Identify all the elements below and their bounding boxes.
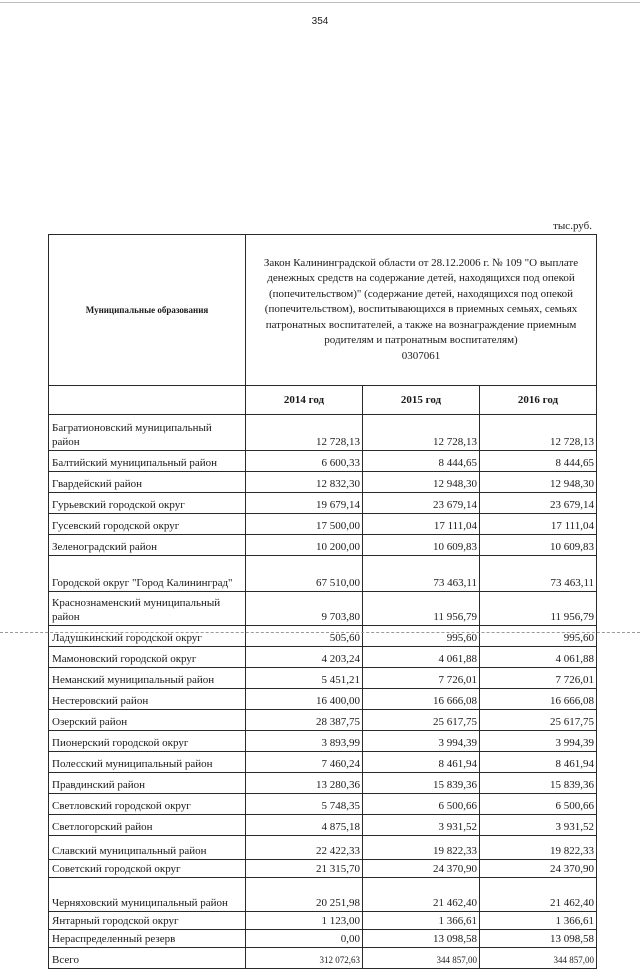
municipality-name: Светловский городской округ [49,794,246,815]
table-row [49,514,597,535]
table-row [49,472,597,493]
value-2014: 9 703,80 [246,592,363,626]
table-row [49,647,597,668]
table-row [49,535,597,556]
value-2015: 16 666,08 [363,689,480,710]
table-row [49,668,597,689]
municipality-name: Нестеровский район [49,689,246,710]
year-header-2015: 2015 год [363,386,480,415]
value-2016: 21 462,40 [480,878,597,912]
table-row [49,415,597,451]
table-row [49,752,597,773]
value-2016: 3 931,52 [480,815,597,836]
value-2015: 8 444,65 [363,451,480,472]
value-2014: 5 451,21 [246,668,363,689]
value-2016: 25 617,75 [480,710,597,731]
municipality-name: Озерский район [49,710,246,731]
value-2015: 7 726,01 [363,668,480,689]
table-row [49,493,597,514]
value-2016: 15 839,36 [480,773,597,794]
table-row [49,731,597,752]
value-2015: 19 822,33 [363,836,480,860]
municipality-name: Багратионовский муниципальный район [49,415,246,451]
value-2015: 3 994,39 [363,731,480,752]
value-2014: 22 422,33 [246,836,363,860]
page-number: 354 [311,16,329,27]
value-2015: 1 366,61 [363,912,480,930]
value-2016: 13 098,58 [480,930,597,948]
municipality-name: Неманский муниципальный район [49,668,246,689]
table-row [49,815,597,836]
value-2016: 19 822,33 [480,836,597,860]
value-2014: 6 600,33 [246,451,363,472]
law-title: Закон Калининградской области от 28.12.2006 г. № 109 "О выплате денежных средств на содержание детей, находящихся под опекой (попечительством)" (содержание детей, находящихся под опекой (попечительством), воспитывающихся в приемных семьях, семьях патронатных воспитателей, а также на вознаграждение приемным родителям и патронатным воспитателям) [263,256,579,347]
value-2015: 15 839,36 [363,773,480,794]
value-2014: 17 500,00 [246,514,363,535]
scan-artifact-line [0,632,640,633]
value-2014: 1 123,00 [246,912,363,930]
law-column-header [246,235,597,386]
total-2015: 344 857,00 [363,948,480,969]
table-row [49,794,597,815]
value-2014: 16 400,00 [246,689,363,710]
table-row [49,451,597,472]
value-2016: 995,60 [480,626,597,647]
table-row [49,689,597,710]
value-2015: 12 728,13 [363,415,480,451]
value-2014: 4 875,18 [246,815,363,836]
table-row [49,930,597,948]
value-2016: 11 956,79 [480,592,597,626]
municipality-name: Краснознаменский муниципальный район [49,592,246,626]
value-2015: 995,60 [363,626,480,647]
value-2016: 12 728,13 [480,415,597,451]
total-2016: 344 857,00 [480,948,597,969]
value-2014: 5 748,35 [246,794,363,815]
value-2015: 3 931,52 [363,815,480,836]
municipalities-column-header: Муниципальные образования [49,235,246,386]
scan-top-rule [0,2,640,3]
value-2014: 28 387,75 [246,710,363,731]
value-2014: 20 251,98 [246,878,363,912]
value-2014: 3 893,99 [246,731,363,752]
value-2016: 16 666,08 [480,689,597,710]
value-2016: 23 679,14 [480,493,597,514]
municipality-name: Ладушкинский городской округ [49,626,246,647]
total-label: Всего [49,948,246,969]
value-2015: 12 948,30 [363,472,480,493]
value-2016: 1 366,61 [480,912,597,930]
value-2014: 7 460,24 [246,752,363,773]
value-2014: 0,00 [246,930,363,948]
value-2014: 4 203,24 [246,647,363,668]
municipality-name: Балтийский муниципальный район [49,451,246,472]
table-row [49,860,597,878]
value-2016: 17 111,04 [480,514,597,535]
value-2014: 19 679,14 [246,493,363,514]
municipality-name: Полесский муниципальный район [49,752,246,773]
table-row [49,912,597,930]
units-label: тыс.руб. [553,220,592,232]
municipality-name: Гвардейский район [49,472,246,493]
total-row [49,948,597,969]
value-2014: 21 315,70 [246,860,363,878]
municipality-name: Славский муниципальный район [49,836,246,860]
value-2016: 3 994,39 [480,731,597,752]
table-row [49,626,597,647]
value-2015: 73 463,11 [363,556,480,592]
municipality-name: Пионерский городской округ [49,731,246,752]
value-2016: 10 609,83 [480,535,597,556]
value-2016: 24 370,90 [480,860,597,878]
value-2015: 13 098,58 [363,930,480,948]
municipality-name: Янтарный городской округ [49,912,246,930]
municipality-name: Черняховский муниципальный район [49,878,246,912]
table-row [49,836,597,860]
value-2014: 12 832,30 [246,472,363,493]
value-2016: 8 461,94 [480,752,597,773]
municipality-name: Нераспределенный резерв [49,930,246,948]
value-2015: 25 617,75 [363,710,480,731]
table-row [49,710,597,731]
municipality-name: Светлогорский район [49,815,246,836]
value-2016: 8 444,65 [480,451,597,472]
value-2016: 7 726,01 [480,668,597,689]
value-2016: 73 463,11 [480,556,597,592]
value-2016: 4 061,88 [480,647,597,668]
value-2014: 12 728,13 [246,415,363,451]
value-2014: 505,60 [246,626,363,647]
value-2015: 21 462,40 [363,878,480,912]
table-row [49,592,597,626]
year-header-2014: 2014 год [246,386,363,415]
municipality-name: Зеленоградский район [49,535,246,556]
total-2014: 312 072,63 [246,948,363,969]
value-2016: 6 500,66 [480,794,597,815]
value-2014: 67 510,00 [246,556,363,592]
value-2015: 8 461,94 [363,752,480,773]
table-row [49,878,597,912]
municipality-name: Правдинский район [49,773,246,794]
value-2015: 24 370,90 [363,860,480,878]
value-2015: 10 609,83 [363,535,480,556]
value-2015: 23 679,14 [363,493,480,514]
municipality-name: Советский городской округ [49,860,246,878]
value-2015: 6 500,66 [363,794,480,815]
year-header-2016: 2016 год [480,386,597,415]
table-row [49,773,597,794]
value-2015: 11 956,79 [363,592,480,626]
municipality-name: Мамоновский городской округ [49,647,246,668]
municipality-name: Городской округ "Город Калининград" [49,556,246,592]
year-header-row [49,386,597,415]
value-2014: 10 200,00 [246,535,363,556]
table-row [49,556,597,592]
budget-allocation-table [48,234,597,969]
value-2015: 4 061,88 [363,647,480,668]
empty-header-cell [49,386,246,415]
value-2016: 12 948,30 [480,472,597,493]
value-2014: 13 280,36 [246,773,363,794]
law-code: 0307061 [401,349,441,362]
table-header-row [49,235,597,386]
value-2015: 17 111,04 [363,514,480,535]
municipality-name: Гурьевский городской округ [49,493,246,514]
municipality-name: Гусевский городской округ [49,514,246,535]
